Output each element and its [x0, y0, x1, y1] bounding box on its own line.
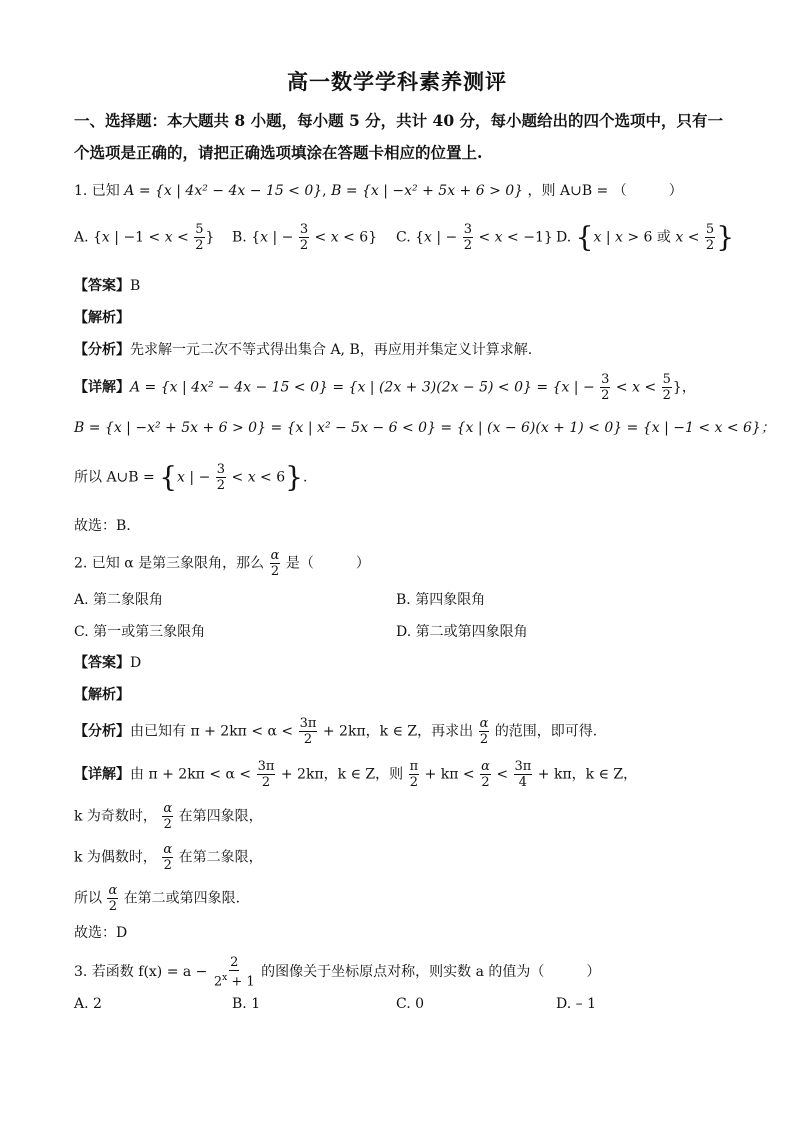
q1-option-c[interactable]: C. {x | − $\frac{3}{2}$ < x < −1} — [396, 222, 553, 253]
q3-option-c[interactable]: C. 0 — [396, 996, 425, 1012]
q1-frac: $\frac{5}{2}$ — [195, 222, 204, 253]
q1-fenxi-text: 先求解一元二次不等式得出集合 A, B，再应用并集定义计算求解. — [130, 342, 533, 358]
q1-option-b[interactable]: B. {x | − $\frac{3}{2}$ < x < 6} — [232, 222, 378, 253]
q2-guxuan: 故选：D — [74, 925, 128, 941]
q2-frac: $\frac{\alpha}{2}$ — [481, 759, 490, 790]
q1-answer — [74, 275, 140, 295]
q2-frac: $\frac{\alpha}{2}$ — [163, 801, 173, 832]
q2-option-d[interactable]: D. 第二或第四象限角 — [396, 624, 528, 640]
q2-stem-b: 是（ ） — [285, 555, 370, 572]
q3-stem-a: 3. 若函数 f(x) = a − — [74, 964, 208, 981]
fenxi-label: 【分析】 — [74, 342, 130, 358]
q2-fenxi-a: 由已知有 π + 2kπ < α < — [130, 723, 294, 740]
q2-answer-value: D — [130, 655, 142, 671]
q1-line-b-text: B = {x | −x² + 5x + 6 > 0} = {x | x² − 5x − 6 < 0} = {x | (x − 6)(x + 1) < 0} = {x | −1 < x < 6}； — [74, 420, 775, 436]
page-title: 高一数学学科素养测评 — [287, 69, 507, 94]
q1-option-d[interactable]: D. {x | x > 6 或 x < $\frac{5}{2}$ } — [556, 220, 735, 254]
q2-frac: $\frac{\alpha}{2}$ — [108, 883, 118, 914]
q2-suoyi-b: 在第二或第四象限. — [123, 890, 241, 907]
q1-frac: $\frac{3}{2}$ — [299, 222, 309, 253]
q2-frac: $\frac{\alpha}{2}$ — [163, 842, 173, 873]
section-heading-line1: 一、选择题：本大题共 8 小题，每小题 5 分，共计 40 分，每小题给出的四个选项中，只有一 — [74, 111, 724, 130]
q1-xiangjie-text: A = {x | 4x² − 4x − 15 < 0} = {x | (2x + 3)(2x − 5) < 0} = {x | − — [130, 379, 595, 396]
q1-ask: ，则 A∪B = （ ） — [527, 183, 683, 199]
answer-label: 【答案】 — [74, 655, 130, 671]
xiangjie-label: 【详解】 — [74, 379, 130, 396]
q2-fenxi-c: 的范围，即可得. — [494, 723, 598, 740]
q2-xj-b: + 2kπ，k ∈ Z，则 — [280, 766, 404, 783]
q1-option-a[interactable]: A. {x | −1 < x < $\frac{5}{2}$ } — [74, 222, 215, 253]
q1-guxuan: 故选：B. — [74, 518, 131, 534]
q2-frac: $\frac{\alpha}{2}$ — [479, 716, 489, 747]
q1-frac: $\frac{3}{2}$ — [463, 222, 473, 253]
q2-frac: $\frac{\alpha}{2}$ — [270, 548, 280, 579]
section-heading-line2: 个选项是正确的，请把正确选项填涂在答题卡相应的位置上. — [74, 143, 483, 162]
q1-frac: $\frac{5}{2}$ — [662, 372, 671, 403]
q2-xiangjie — [74, 759, 637, 790]
q2-xj-d: < — [496, 766, 509, 783]
q1-number: 1. 已知 — [74, 183, 120, 199]
q1-option-a-label: A. — [74, 229, 89, 246]
q1-set-b: B = {x | −x² + 5x + 6 > 0} — [331, 183, 524, 199]
q2-frac: $\frac{3\pi}{2}$ — [299, 716, 317, 747]
q1-line-b — [74, 417, 775, 437]
q2-option-b[interactable]: B. 第四象限角 — [396, 592, 486, 608]
q2-odd-b: 在第四象限， — [178, 808, 263, 825]
q2-frac: $\frac{3\pi}{4}$ — [514, 759, 532, 790]
q1-answer-value: B — [130, 278, 141, 294]
xiangjie-label: 【详解】 — [74, 766, 130, 783]
q1-fenxi — [74, 339, 532, 359]
q3-stem-b: 的图像关于坐标原点对称，则实数 a 的值为（ ） — [261, 964, 601, 981]
q3-option-b[interactable]: B. 1 — [232, 996, 261, 1012]
q2-stem — [74, 548, 370, 579]
q3-option-d[interactable]: D. – 1 — [556, 996, 596, 1012]
q3-frac: $\frac{2}{2^x + 1}$ — [213, 955, 255, 990]
q2-suoyi-a: 所以 — [74, 890, 102, 907]
q2-option-c[interactable]: C. 第一或第三象限角 — [74, 624, 206, 640]
q2-even — [74, 842, 263, 873]
q2-analysis-label: 【解析】 — [74, 687, 130, 703]
q2-fenxi-b: + 2kπ，k ∈ Z，再求出 — [322, 723, 474, 740]
q1-frac: $\frac{5}{2}$ — [705, 222, 715, 253]
q1-analysis-label: 【解析】 — [74, 310, 130, 326]
q2-stem-a: 2. 已知 α 是第三象限角，那么 — [74, 555, 265, 572]
q1-option-d-label: D. — [556, 229, 572, 246]
q1-option-c-label: C. — [396, 229, 411, 246]
q1-set-a: A = {x | 4x² − 4x − 15 < 0} — [124, 183, 323, 199]
q2-frac: $\frac{\pi}{2}$ — [409, 759, 419, 790]
q3-stem — [74, 955, 600, 989]
q2-xj-c: + kπ < — [424, 766, 475, 783]
q2-frac: $\frac{3\pi}{2}$ — [257, 759, 275, 790]
q2-answer — [74, 652, 141, 672]
q2-even-b: 在第二象限， — [178, 849, 263, 866]
q1-frac: $\frac{3}{2}$ — [216, 462, 226, 493]
q2-conclusion — [74, 883, 240, 914]
q2-even-a: k 为偶数时， — [74, 849, 157, 866]
q1-option-b-label: B. — [232, 229, 247, 246]
q2-option-a[interactable]: A. 第二象限角 — [74, 592, 164, 608]
q2-xj-a: 由 π + 2kπ < α < — [130, 766, 252, 783]
q1-suoyi: 所以 A∪B = — [74, 469, 155, 486]
q1-stem: 1. 已知 A = {x | 4x² − 4x − 15 < 0}, B = {x | −x² + 5x + 6 > 0} ，则 A∪B = （ ） — [74, 183, 683, 199]
answer-label: 【答案】 — [74, 278, 130, 294]
q1-xiangjie: 【详解】A = {x | 4x² − 4x − 15 < 0} = {x | (2x + 3)(2x − 5) < 0} = {x | − $\frac{3}{2}$ < x < $\frac{5}{2}$ }， — [74, 372, 696, 403]
q1-frac: $\frac{3}{2}$ — [601, 372, 610, 403]
q2-xj-e: + kπ，k ∈ Z， — [537, 766, 638, 783]
q2-odd — [74, 801, 263, 832]
q3-option-a[interactable]: A. 2 — [74, 996, 102, 1012]
fenxi-label: 【分析】 — [74, 723, 130, 740]
q1-result: 所以 A∪B = {x | − $\frac{3}{2}$ < x < 6}. — [74, 460, 308, 494]
q2-fenxi — [74, 716, 597, 747]
q2-odd-a: k 为奇数时， — [74, 808, 157, 825]
